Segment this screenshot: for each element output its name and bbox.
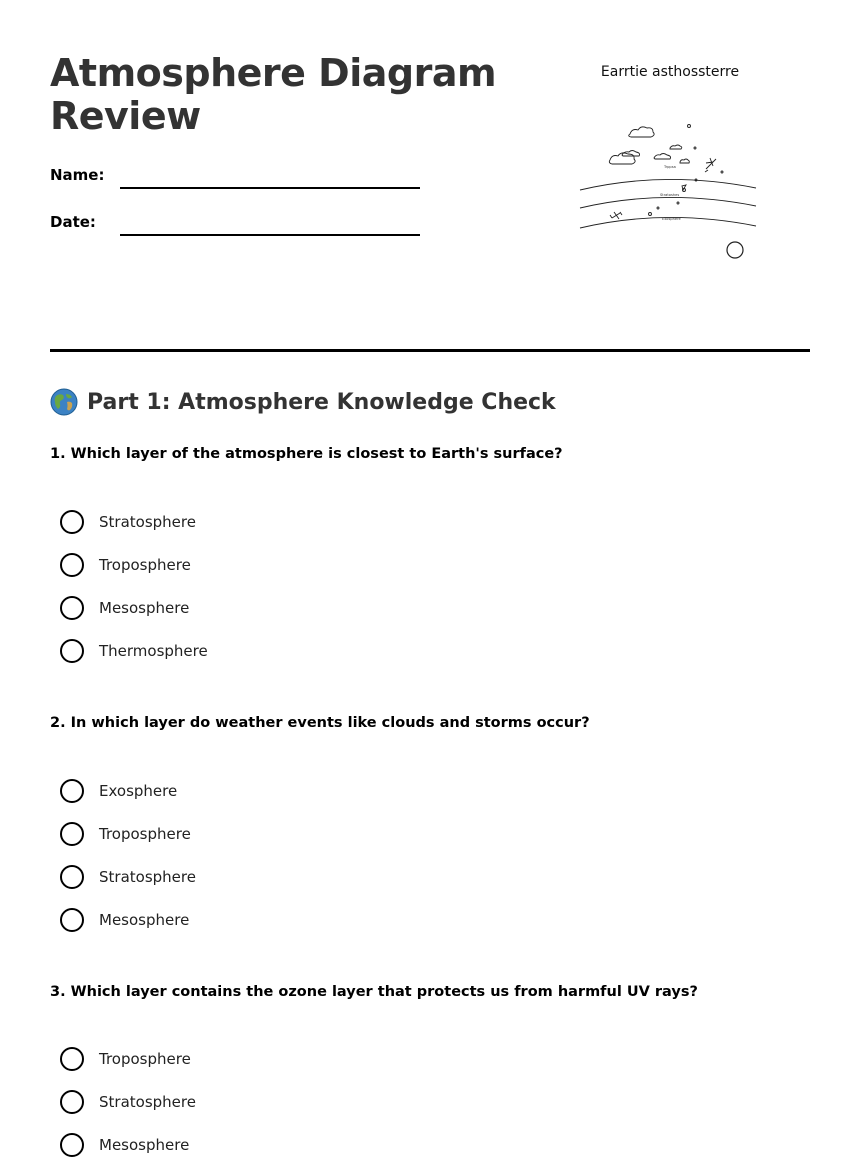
option-label: Stratosphere <box>99 1093 196 1111</box>
question-3: 3. Which layer contains the ozone layer that protects us from harmful UV rays? <box>50 984 698 1000</box>
atmosphere-sketch-icon <box>570 62 770 272</box>
question-2-option-3[interactable] <box>60 864 196 890</box>
option-label: Mesosphere <box>99 1136 190 1154</box>
diagram-caption: Earrtie asthossterre <box>600 64 740 80</box>
radio-button[interactable] <box>60 779 84 803</box>
option-label: Troposphere <box>99 1050 191 1068</box>
radio-button[interactable] <box>60 822 84 846</box>
diagram-label-exosphere: Exosphere <box>662 217 681 221</box>
question-1: 1. Which layer of the atmosphere is closest to Earth's surface? <box>50 446 563 462</box>
question-1-option-1[interactable] <box>60 509 196 535</box>
question-3-option-3[interactable] <box>60 1132 189 1158</box>
option-label: Troposphere <box>99 556 191 574</box>
date-label: Date: <box>50 213 96 231</box>
part1-heading <box>50 388 556 416</box>
radio-button[interactable] <box>60 865 84 889</box>
radio-button[interactable] <box>60 639 84 663</box>
option-label: Mesosphere <box>99 599 190 617</box>
atmosphere-diagram <box>570 62 770 272</box>
option-label: Stratosphere <box>99 513 196 531</box>
radio-button[interactable] <box>60 553 84 577</box>
question-2-option-2[interactable] <box>60 821 191 847</box>
question-1-option-2[interactable] <box>60 552 191 578</box>
option-label: Exosphere <box>99 782 178 800</box>
question-1-option-3[interactable] <box>60 595 189 621</box>
diagram-label-troposphere: Trppsa <box>664 165 676 169</box>
part1-title: Part 1: Atmosphere Knowledge Check <box>87 389 556 415</box>
section-divider <box>50 349 810 352</box>
worksheet-title: Atmosphere Diagram Review <box>50 51 497 138</box>
date-input-line[interactable] <box>120 234 420 236</box>
option-label: Thermosphere <box>99 642 208 660</box>
radio-button[interactable] <box>60 510 84 534</box>
question-2-option-1[interactable] <box>60 778 177 804</box>
name-label: Name: <box>50 166 105 184</box>
option-label: Stratosphere <box>99 868 196 886</box>
question-3-option-1[interactable] <box>60 1046 191 1072</box>
diagram-label-stratosphere: Stratoshes <box>660 193 680 197</box>
radio-button[interactable] <box>60 1133 84 1157</box>
radio-button[interactable] <box>60 1047 84 1071</box>
question-3-option-2[interactable] <box>60 1089 196 1115</box>
radio-button[interactable] <box>60 596 84 620</box>
option-label: Mesosphere <box>99 911 190 929</box>
radio-button[interactable] <box>60 908 84 932</box>
option-label: Troposphere <box>99 825 191 843</box>
question-1-option-4[interactable] <box>60 638 208 664</box>
question-2: 2. In which layer do weather events like clouds and storms occur? <box>50 715 590 731</box>
question-2-option-4[interactable] <box>60 907 189 933</box>
name-input-line[interactable] <box>120 187 420 189</box>
radio-button[interactable] <box>60 1090 84 1114</box>
globe-icon <box>50 388 78 416</box>
